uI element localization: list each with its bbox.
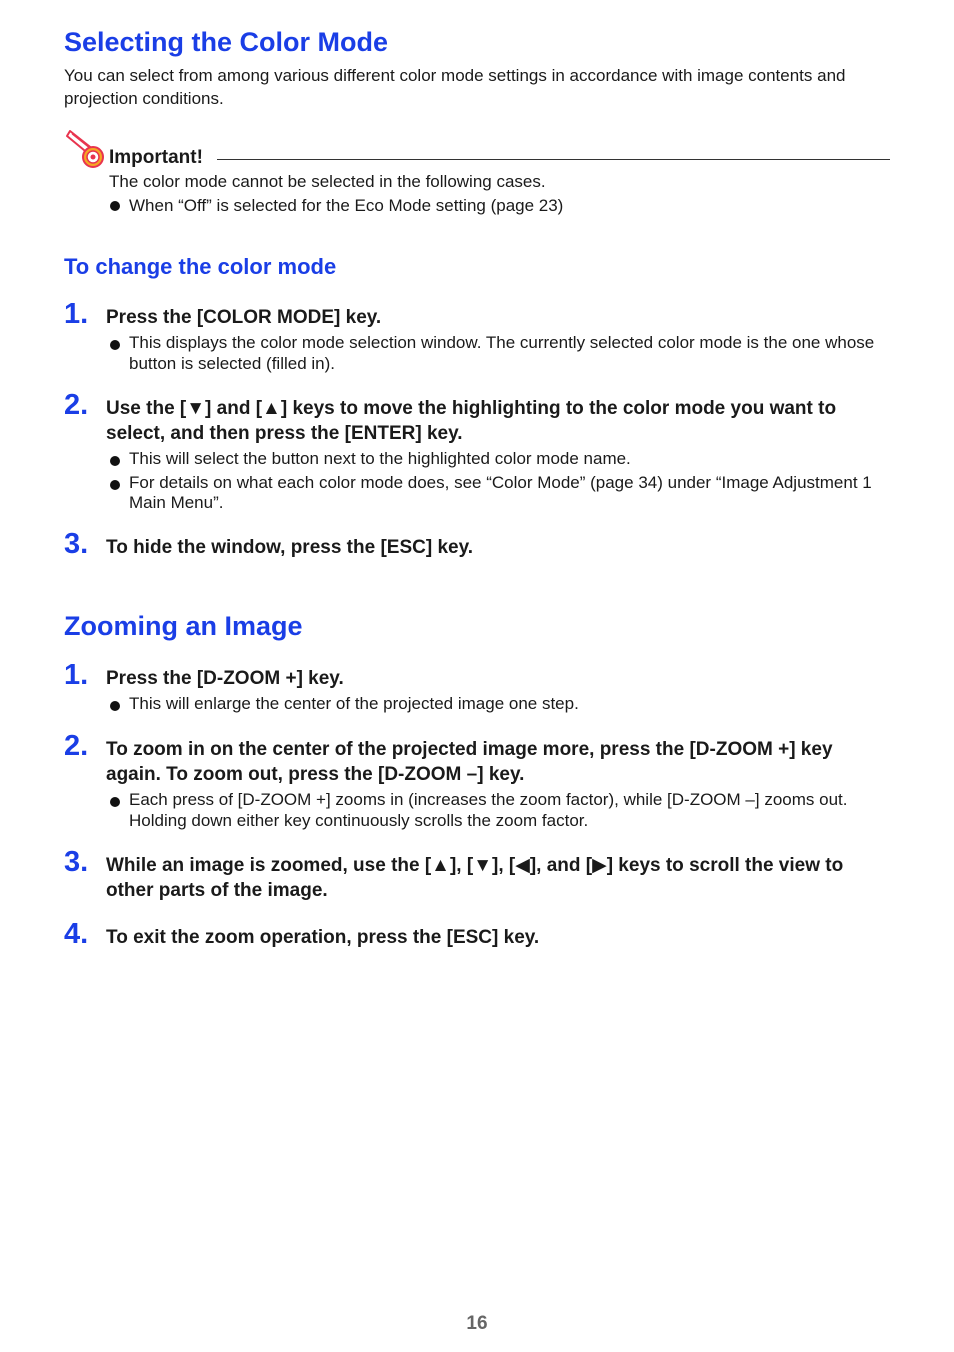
step-title: While an image is zoomed, use the [▲], [▼], [◀], and [▶] keys to scroll the view to other parts of the image. (106, 855, 844, 901)
list-item: This displays the color mode selection window. The currently selected color mode is the one whose button is selected (filled in). (109, 333, 890, 374)
step-number: 1. (64, 659, 89, 691)
zoom-step-3 (64, 846, 890, 903)
step-number: 3. (64, 528, 89, 560)
step-bullets (109, 449, 890, 514)
zoom-step-2 (64, 730, 890, 834)
list-item: This will enlarge the center of the projected image one step. (109, 694, 890, 715)
color-step-1 (64, 298, 890, 377)
zoom-step-1 (64, 659, 890, 718)
color-step-2 (64, 389, 890, 517)
step-bullets (109, 790, 890, 831)
step-number: 3. (64, 846, 89, 878)
section-intro: You can select from among various different color mode settings in accordance with image contents and projection conditions. (64, 66, 846, 108)
step-title: To hide the window, press the [ESC] key. (106, 537, 474, 558)
page-number: 16 (466, 1313, 488, 1334)
step-title: To exit the zoom operation, press the [ESC] key. (106, 927, 540, 948)
list-item: For details on what each color mode does, see “Color Mode” (page 34) under “Image Adjustment 1 Main Menu”. (109, 473, 890, 514)
pen-target-icon (64, 128, 108, 172)
important-text: The color mode cannot be selected in the following cases. (109, 172, 546, 191)
section-title-color-mode: Selecting the Color Mode (64, 27, 389, 57)
color-step-3 (64, 528, 890, 560)
step-number: 2. (64, 730, 89, 762)
list-item: Each press of [D-ZOOM +] zooms in (increases the zoom factor), while [D-ZOOM –] zooms out. Holding down either key continuously scrolls the zoom factor. (109, 790, 890, 831)
step-title: To zoom in on the center of the projected image more, press the [D-ZOOM +] key again. To zoom out, press the [D-ZOOM –] key. (106, 739, 833, 785)
list-item: This will select the button next to the highlighted color mode name. (109, 449, 890, 470)
step-number: 2. (64, 389, 89, 421)
step-title: Press the [D-ZOOM +] key. (106, 668, 344, 689)
important-bullet: When “Off” is selected for the Eco Mode setting (page 23) (109, 194, 889, 218)
step-number: 4. (64, 918, 89, 950)
important-divider (217, 159, 890, 160)
step-number: 1. (64, 298, 89, 330)
step-title: Use the [▼] and [▲] keys to move the highlighting to the color mode you want to select, and then press the [ENTER] key. (106, 398, 837, 444)
important-body (109, 170, 889, 218)
step-bullets (109, 333, 890, 374)
zoom-step-4 (64, 918, 890, 950)
section-title-zooming: Zooming an Image (64, 611, 303, 641)
important-label: Important! (109, 147, 203, 168)
step-bullets (109, 694, 890, 715)
step-title: Press the [COLOR MODE] key. (106, 307, 382, 328)
subheading-change-color-mode: To change the color mode (64, 254, 337, 279)
important-note (64, 128, 890, 228)
